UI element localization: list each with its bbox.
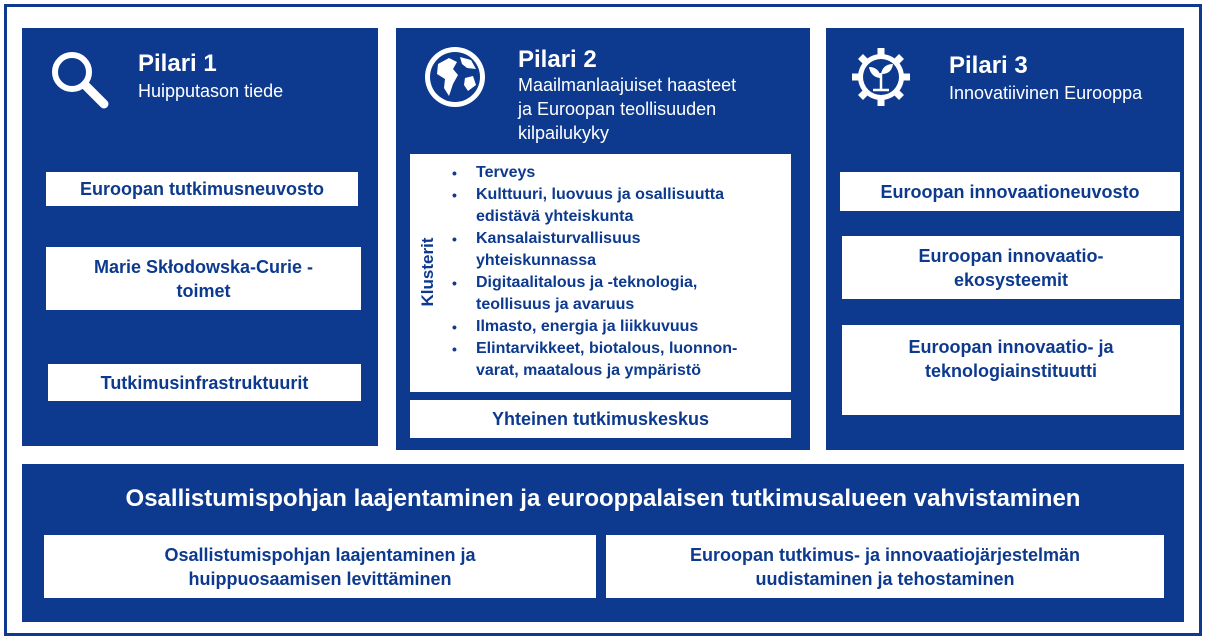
ecosystems-box: Euroopan innovaatio-ekosysteemit xyxy=(842,236,1180,299)
widening-box-line-2: huippuosaamisen levittäminen xyxy=(188,568,452,589)
clusters-box xyxy=(410,154,791,392)
eit-box: Euroopan innovaatio- ja teknologiainstituutti xyxy=(842,325,1180,415)
pillar-3 xyxy=(826,28,1184,450)
pillar-2-subtitle-line-3: kilpailukyky xyxy=(518,123,610,143)
widening-title: Osallistumispohjan laajentaminen ja eurooppalaisen tutkimusalueen vahvistaminen xyxy=(125,485,1081,512)
cluster-line: Kansalaisturvallisuus xyxy=(476,230,641,247)
widening-box xyxy=(44,535,596,598)
widening-band xyxy=(22,464,1184,622)
globe-icon xyxy=(422,44,488,110)
pillar-3-subtitle: Innovatiivinen Eurooppa xyxy=(949,83,1143,103)
gear-plant-icon xyxy=(848,44,914,110)
erc-box: Euroopan tutkimusneuvosto xyxy=(46,172,358,206)
cluster-line: Elintarvikkeet, biotalous, luonnon- xyxy=(476,340,738,357)
cluster-item xyxy=(452,228,788,272)
eic-box: Euroopan innovaationeuvosto xyxy=(840,172,1180,211)
cluster-line: teollisuus ja avaruus xyxy=(476,296,635,313)
pillar-1 xyxy=(22,28,378,446)
pillar-3-title: Pilari 3 xyxy=(949,52,1028,79)
cluster-line: Digitaalitalous ja -teknologia, xyxy=(476,274,698,291)
infrastructures-box: Tutkimusinfrastruktuurit xyxy=(48,364,361,401)
reforming-box-line-2: uudistaminen ja tehostaminen xyxy=(755,568,1015,589)
pillar-1-title: Pilari 1 xyxy=(138,50,217,77)
pillar-1-subtitle: Huipputason tiede xyxy=(138,81,284,101)
reforming-box-line-1: Euroopan tutkimus- ja innovaatiojärjestelmän xyxy=(689,544,1081,565)
jrc-box: Yhteinen tutkimuskeskus xyxy=(410,400,791,438)
clusters-label: Klusterit xyxy=(418,237,437,307)
cluster-line: varat, maatalous ja ympäristö xyxy=(476,362,701,379)
cluster-line: Kulttuuri, luovuus ja osallisuutta xyxy=(476,186,725,203)
widening-box-line-1: Osallistumispohjan laajentaminen ja xyxy=(164,544,476,565)
cluster-item xyxy=(452,338,788,382)
clusters-list xyxy=(452,162,788,382)
cluster-line: Terveys xyxy=(476,164,536,181)
cluster-item xyxy=(452,184,788,228)
cluster-line: Ilmasto, energia ja liikkuvuus xyxy=(476,318,699,335)
cluster-item xyxy=(452,316,788,338)
pillar-2-subtitle-line-2: ja Euroopan teollisuuden xyxy=(518,99,717,119)
cluster-line: edistävä yhteiskunta xyxy=(476,208,634,225)
cluster-line: yhteiskunnassa xyxy=(476,252,597,269)
cluster-item xyxy=(452,162,788,184)
pillar-2 xyxy=(396,28,810,450)
pillar-2-subtitle-line-1: Maailmanlaajuiset haasteet xyxy=(518,75,737,95)
pillar-2-title: Pilari 2 xyxy=(518,46,597,73)
msca-box: Marie Skłodowska-Curie -toimet xyxy=(46,247,361,310)
search-icon xyxy=(46,46,112,112)
cluster-item xyxy=(452,272,788,316)
reforming-box xyxy=(606,535,1164,598)
